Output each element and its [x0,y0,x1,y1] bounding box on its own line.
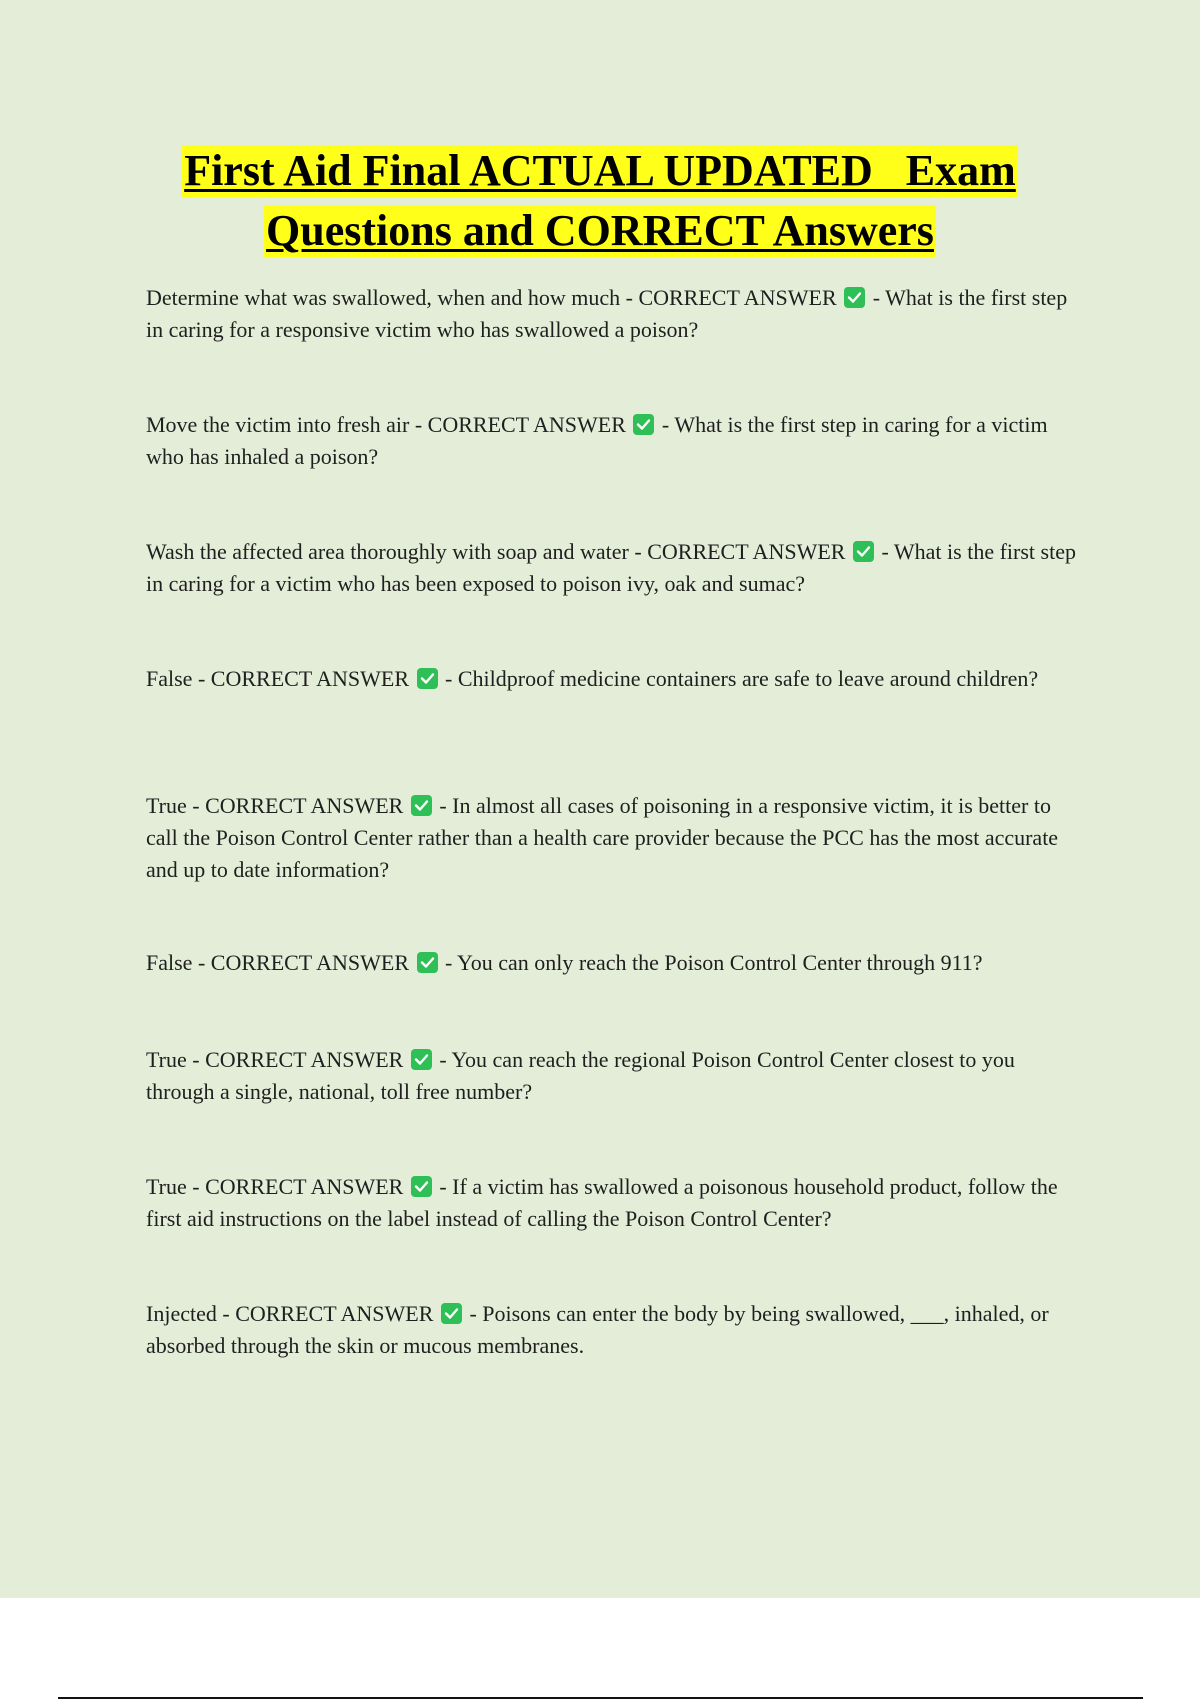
qa-item: True - CORRECT ANSWER - If a victim has swallowed a poisonous household product, follow the first aid instructions on the label instead of calling the Poison Control Center? [146,1174,1058,1231]
correct-answer-label: CORRECT ANSWER [210,950,410,975]
footer-divider [58,1697,1143,1699]
qa-item: False - CORRECT ANSWER - Childproof medicine containers are safe to leave around children? [146,666,1039,691]
qa-item: Injected - CORRECT ANSWER - Poisons can enter the body by being swallowed, ___, inhaled, or absorbed through the skin or mucous membranes. [146,1301,1049,1358]
correct-answer-label: CORRECT ANSWER [205,793,404,818]
answer-text: False [146,950,193,975]
question-text: You can reach the regional Poison Control Center closest to you through a single, national, toll free number? [146,1047,1015,1104]
check-box-icon [417,668,438,689]
question-text: In almost all cases of poisoning in a responsive victim, it is better to call the Poison Control Center rather than a health care provider because the PCC has the most accurate and up to date information? [146,793,1059,882]
check-box-icon [411,1049,432,1070]
qa-item: Move the victim into fresh air - CORRECT ANSWER - What is the first step in caring for a victim who has inhaled a poison? [146,412,1048,469]
correct-answer-label: CORRECT ANSWER [427,412,626,437]
check-box-icon [844,287,865,308]
qa-item: Wash the affected area thoroughly with soap and water - CORRECT ANSWER - What is the first step in caring for a victim who has been exposed to poison ivy, oak and sumac? [146,539,1076,596]
title-line-1: First Aid Final ACTUAL UPDATED Exam [184,146,1016,195]
answer-text: True [146,793,187,818]
check-box-icon [411,795,432,816]
question-text: Childproof medicine containers are safe to leave around children? [457,666,1039,691]
answer-text: True [146,1047,187,1072]
document-title [0,145,1200,265]
qa-item: Determine what was swallowed, when and how much - CORRECT ANSWER - What is the first step in caring for a responsive victim who has swallowed a poison? [146,285,1068,342]
answer-text: Injected [146,1301,217,1326]
question-text: If a victim has swallowed a poisonous household product, follow the first aid instructions on the label instead of calling the Poison Control Center? [146,1174,1058,1231]
check-box-icon [633,414,654,435]
answer-text: Determine what was swallowed, when and how much [146,285,621,310]
answer-text: True [146,1174,187,1199]
correct-answer-label: CORRECT ANSWER [638,285,837,310]
check-box-icon [417,952,438,973]
qa-item: True - CORRECT ANSWER - You can reach the regional Poison Control Center closest to you through a single, national, toll free number? [146,1047,1015,1104]
correct-answer-label: CORRECT ANSWER [210,666,410,691]
answer-text: False [146,666,193,691]
answer-text: Wash the affected area thoroughly with soap and water [146,539,629,564]
question-text: What is the first step in caring for a victim who has been exposed to poison ivy, oak and sumac? [146,539,1076,596]
correct-answer-label: CORRECT ANSWER [205,1174,404,1199]
qa-item: False - CORRECT ANSWER - You can only reach the Poison Control Center through 911? [146,950,983,975]
qa-item: True - CORRECT ANSWER - In almost all cases of poisoning in a responsive victim, it is better to call the Poison Control Center rather than a health care provider because the PCC has the most accurate and up to date information? [146,793,1059,882]
question-text: You can only reach the Poison Control Center through 911? [457,950,983,975]
check-box-icon [441,1303,462,1324]
question-text: What is the first step in caring for a responsive victim who has swallowed a poison? [146,285,1068,342]
question-text: What is the first step in caring for a victim who has inhaled a poison? [146,412,1048,469]
correct-answer-label: CORRECT ANSWER [647,539,846,564]
answer-text: Move the victim into fresh air [146,412,410,437]
title-line-2: Questions and CORRECT Answers [266,206,934,255]
correct-answer-label: CORRECT ANSWER [235,1301,434,1326]
correct-answer-label: CORRECT ANSWER [205,1047,404,1072]
check-box-icon [853,541,874,562]
question-text: Poisons can enter the body by being swallowed, ___, inhaled, or absorbed through the skin or mucous membranes. [146,1301,1049,1358]
check-box-icon [411,1176,432,1197]
